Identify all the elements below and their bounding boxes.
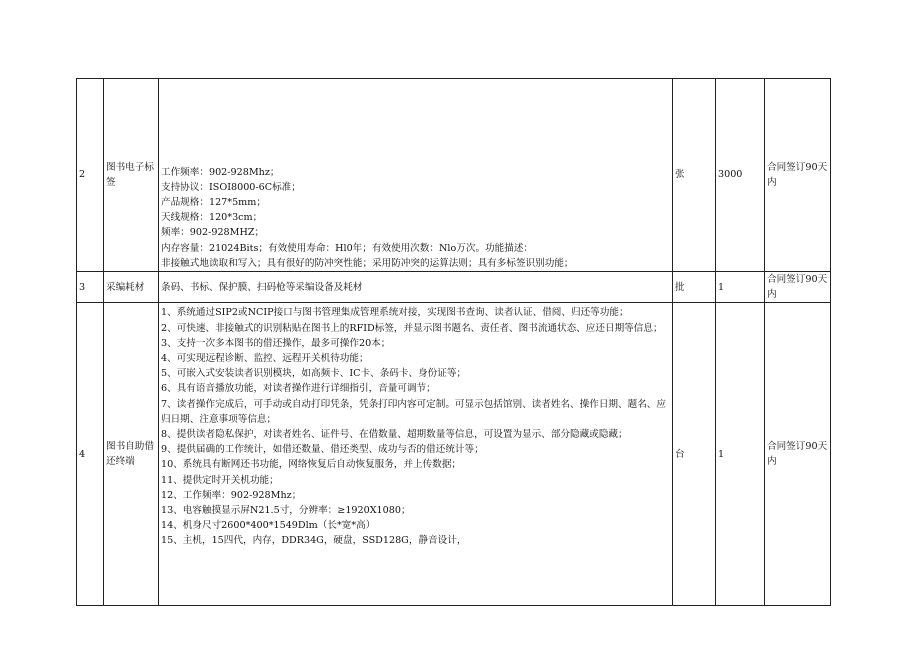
spec-line: 1、系统通过SIP2或NCIP接口与图书管理集成管理系统对接，实现图书查询、读者认证、借阅、归还等功能； bbox=[161, 307, 629, 319]
delivery-time: 合同签订90天内 bbox=[765, 272, 831, 303]
item-name: 采编耗材 bbox=[104, 272, 159, 303]
item-name: 图书电子标签 bbox=[104, 79, 159, 272]
spec-line: 7、读者操作完成后，可手动或自动打印凭条，凭条打印内容可定制。可显示包括馆别、读者姓名、操作日期、题名、应归日期、注意事项等信息； bbox=[161, 398, 666, 425]
item-spec bbox=[159, 303, 673, 606]
spec-line: 5、可嵌入式安装读者识别模块，如高频卡、IC卡、条码卡、身份证等； bbox=[161, 368, 467, 380]
row-number: 2 bbox=[77, 79, 104, 272]
spec-line: 工作频率：902-928Mhz； bbox=[161, 166, 280, 178]
item-unit: 台 bbox=[673, 303, 716, 606]
spec-line: 非接触式地读取和写入；具有很好的防冲突性能；采用防冲突的运算法则；具有多标签识别功能； bbox=[161, 257, 574, 269]
spec-line: 内存容量：21024Bits；有效使用寿命：Hl0年；有效使用次数：Nlo万次。功能描述： bbox=[161, 242, 534, 254]
spec-line: 8、提供读者隐私保护，对读者姓名、证件号、在借数量、超期数量等信息，可设置为显示、部分隐藏或隐藏； bbox=[161, 429, 628, 441]
spec-line: 15、主机，15四代，内存，DDR34G，硬盘，SSD128G，静音设计， bbox=[161, 535, 467, 547]
table-row bbox=[77, 79, 831, 272]
spec-line: 10、系统具有断网还书功能，网络恢复后自动恢复服务，并上传数据； bbox=[161, 459, 462, 471]
procurement-table bbox=[76, 78, 831, 606]
spec-line: 13、电容触摸显示屏N21.5寸，分辨率：≥1920X1080； bbox=[161, 505, 411, 517]
delivery-time: 合同签订90天内 bbox=[765, 303, 831, 606]
spec-line: 12、工作频率：902-928Mhz； bbox=[161, 489, 302, 501]
table-row bbox=[77, 272, 831, 303]
spec-line: 9、提供届确的工作统计，如借还数量、借还类型、成功与否的借还统计等； bbox=[161, 444, 484, 456]
spec-line: 条码、书标、保护膜、扫码枪等采编设备及耗材 bbox=[161, 281, 363, 293]
spec-line: 6、具有语音播放功能，对读者操作进行详细指引，音量可调节； bbox=[161, 383, 436, 395]
spec-line: 4、可实现远程诊断、监控、远程开关机待功能； bbox=[161, 353, 369, 365]
table-row bbox=[77, 303, 831, 606]
item-quantity: 3000 bbox=[716, 79, 765, 272]
item-spec bbox=[159, 272, 673, 303]
spec-line: 产品规格：127*5mm； bbox=[161, 196, 266, 208]
row-number: 3 bbox=[77, 272, 104, 303]
spec-line: 14、机身尺寸2600*400*1549Dlm（长*宽*高） bbox=[161, 520, 376, 532]
delivery-time: 合同签订90天内 bbox=[765, 79, 831, 272]
item-unit: 批 bbox=[673, 272, 716, 303]
spec-line: 2、可快速、非接触式的识别粘贴在图书上的RFID标签，并显示图书题名、责任者、图书流通状态、应还日期等信息； bbox=[161, 322, 663, 334]
item-quantity: 1 bbox=[716, 303, 765, 606]
item-name: 图书自助借还终端 bbox=[104, 303, 159, 606]
spec-line: 11、提供定时开关机功能； bbox=[161, 474, 279, 486]
spec-line: 天线规格：120*3cm； bbox=[161, 212, 263, 224]
row-number: 4 bbox=[77, 303, 104, 606]
item-quantity: 1 bbox=[716, 272, 765, 303]
spec-line: 3、支持一次多本图书的借还操作，最多可操作20本； bbox=[161, 337, 391, 349]
item-spec bbox=[159, 79, 673, 272]
item-unit: 张 bbox=[673, 79, 716, 272]
spec-line: 频率：902-928MHZ； bbox=[161, 227, 265, 239]
spec-line: 支持协议：ISOI8000-6C标准； bbox=[161, 181, 301, 193]
